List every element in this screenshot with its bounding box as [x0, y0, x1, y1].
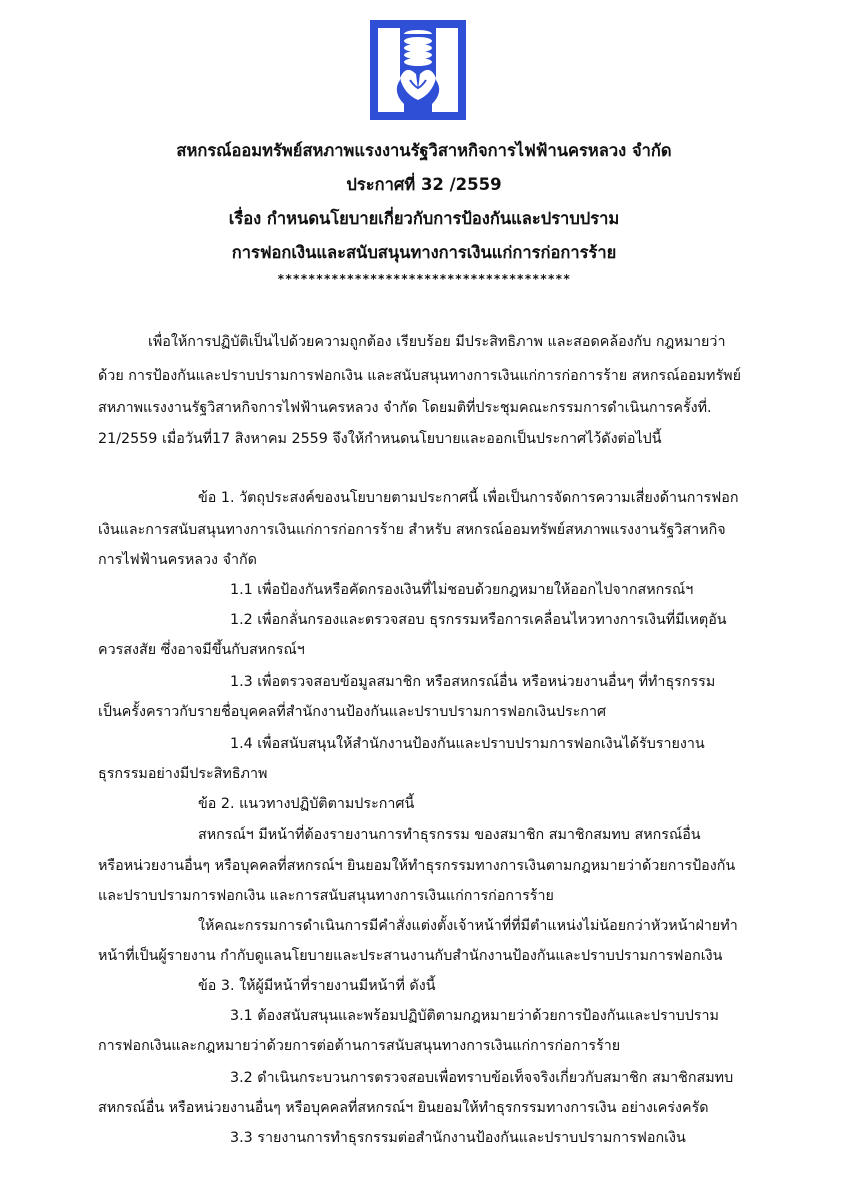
clause-2-p1-line: สหกรณ์ฯ มีหน้าที่ต้องรายงานการทำธุรกรรม ของสมาชิก สมาชิกสมทบ สหกรณ์อื่น — [198, 827, 701, 843]
intro-line: 21/2559 เมื่อวันที่17 สิงหาคม 2559 จึงให้กำหนดนโยบายและออกเป็นประกาศไว้ดังต่อไปนี้ — [98, 431, 662, 447]
clause-1-4-line: 1.4 เพื่อสนับสนุนให้สำนักงานป้องกันและปราบปรามการฟอกเงินได้รับรายงาน — [230, 736, 705, 752]
separator-stars: ************************************** — [277, 272, 571, 286]
clause-1-1: 1.1 เพื่อป้องกันหรือคัดกรองเงินที่ไม่ชอบด้วยกฎหมายให้ออกไปจากสหกรณ์ฯ — [230, 582, 694, 598]
clause-3-2-line: สหกรณ์อื่น หรือหน่วยงานอื่นๆ หรือบุคคลที่สหกรณ์ฯ ยินยอมให้ทำธุรกรรมทางการเงิน อย่างเคร่งครัด — [98, 1100, 709, 1116]
organization-name: สหกรณ์ออมทรัพย์สหภาพแรงงานรัฐวิสาหกิจการไฟฟ้านครหลวง จำกัด — [176, 141, 672, 160]
cooperative-logo — [370, 20, 466, 120]
clause-1-line: การไฟฟ้านครหลวง จำกัด — [98, 552, 257, 568]
clause-3-heading: ข้อ 3. ให้ผู้มีหน้าที่รายงานมีหน้าที่ ดังนี้ — [198, 978, 436, 994]
clause-1-line: ข้อ 1. วัตถุประสงค์ของนโยบายตามประกาศนี้ เพื่อเป็นการจัดการความเสี่ยงด้านการฟอก — [198, 490, 739, 506]
announcement-number: ประกาศที่ 32 /2559 — [346, 175, 502, 194]
clause-1-2-line: 1.2 เพื่อกลั่นกรองและตรวจสอบ ธุรกรรมหรือการเคลื่อนไหวทางการเงินที่มีเหตุอัน — [230, 612, 727, 628]
clause-3-3: 3.3 รายงานการทำธุรกรรมต่อสำนักงานป้องกันและปราบปรามการฟอกเงิน — [230, 1130, 686, 1146]
clause-2-p2-line: หน้าที่เป็นผู้รายงาน กำกับดูแลนโยบายและประสานงานกับสำนักงานป้องกันและปราบปรามการฟอกเงิน — [98, 948, 723, 964]
clause-2-heading: ข้อ 2. แนวทางปฏิบัติตามประกาศนี้ — [198, 796, 415, 812]
clause-1-4-line: ธุรกรรมอย่างมีประสิทธิภาพ — [98, 766, 268, 782]
clause-2-p1-line: หรือหน่วยงานอื่นๆ หรือบุคคลที่สหกรณ์ฯ ยินยอมให้ทำธุรกรรมทางการเงินตามกฎหมายว่าด้วยการป้องกัน — [98, 858, 736, 874]
clause-1-line: เงินและการสนับสนุนทางการเงินแก่การก่อการร้าย สำหรับ สหกรณ์ออมทรัพย์สหภาพแรงงานรัฐวิสาหกิจ — [98, 522, 726, 538]
clause-1-3-line: เป็นครั้งคราวกับรายชื่อบุคคลที่สำนักงานป้องกันและปราบปรามการฟอกเงินประกาศ — [98, 704, 607, 720]
intro-line: ด้วย การป้องกันและปราบปรามการฟอกเงิน และสนับสนุนทางการเงินแก่การก่อการร้าย สหกรณ์ออมทรัพย์ — [98, 368, 741, 384]
clause-2-p2-line: ให้คณะกรรมการดำเนินการมีคำสั่งแต่งตั้งเจ้าหน้าที่ที่มีตำแหน่งไม่น้อยกว่าหัวหน้าฝ่ายทำ — [198, 918, 738, 934]
clause-2-p1-line: และปราบปรามการฟอกเงิน และการสนับสนุนทางการเงินแก่การก่อการร้าย — [98, 888, 554, 904]
clause-1-3-line: 1.3 เพื่อตรวจสอบข้อมูลสมาชิก หรือสหกรณ์อื่น หรือหน่วยงานอื่นๆ ที่ทำธุรกรรม — [230, 674, 716, 690]
clause-3-2-line: 3.2 ดำเนินกระบวนการตรวจสอบเพื่อทราบข้อเท็จจริงเกี่ยวกับสมาชิก สมาชิกสมทบ — [230, 1070, 734, 1086]
intro-line: สหภาพแรงงานรัฐวิสาหกิจการไฟฟ้านครหลวง จำกัด โดยมติที่ประชุมคณะกรรมการดำเนินการครั้งที่. — [98, 400, 712, 416]
intro-line: เพื่อให้การปฏิบัติเป็นไปด้วยความถูกต้อง เรียบร้อย มีประสิทธิภาพ และสอดคล้องกับ กฎหมายว่า — [148, 334, 726, 350]
clause-1-2-line: ควรสงสัย ซึ่งอาจมีขึ้นกับสหกรณ์ฯ — [98, 642, 305, 658]
subject-line-cont: การฟอกเงินและสนับสนุนทางการเงินแก่การก่อการร้าย — [231, 243, 617, 262]
subject-line: เรื่อง กำหนดนโยบายเกี่ยวกับการป้องกันและปราบปราม — [228, 209, 620, 228]
clause-3-1-line: การฟอกเงินและกฎหมายว่าด้วยการต่อต้านการสนับสนุนทางการเงินแก่การก่อการร้าย — [98, 1038, 621, 1054]
clause-3-1-line: 3.1 ต้องสนับสนุนและพร้อมปฏิบัติตามกฎหมายว่าด้วยการป้องกันและปราบปราม — [230, 1008, 719, 1024]
